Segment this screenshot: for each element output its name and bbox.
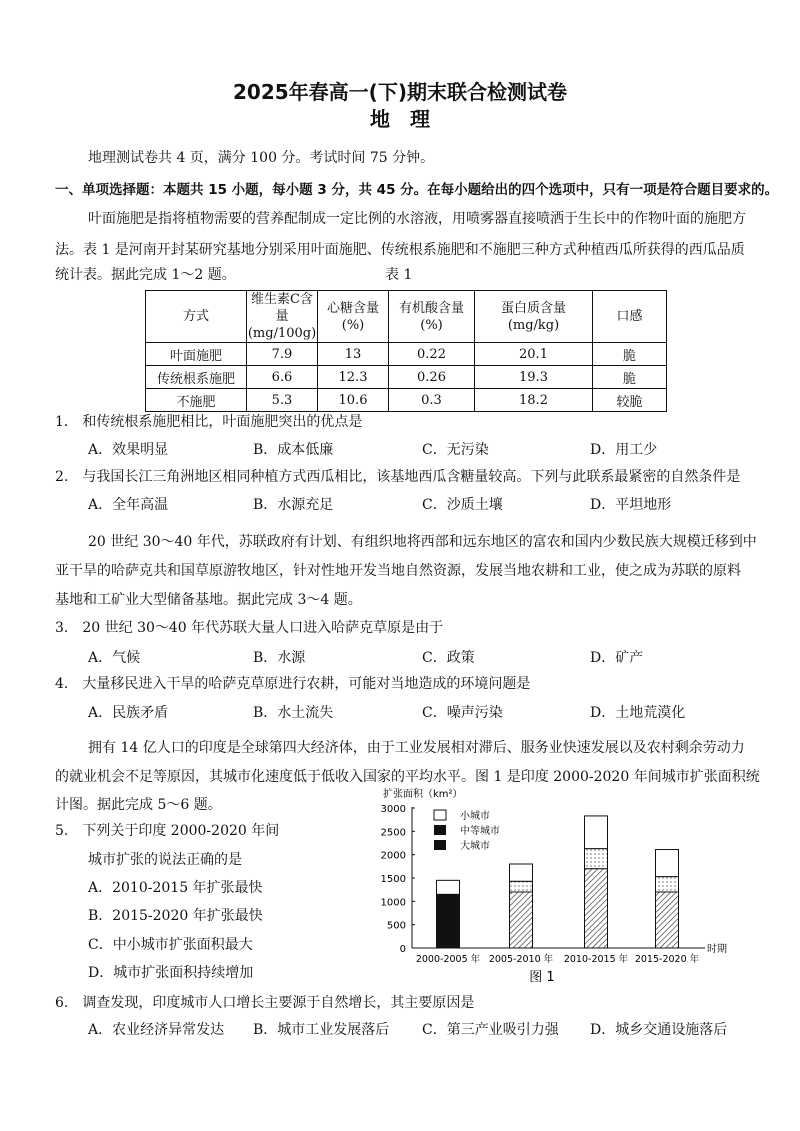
x-tick-label: 2015-2020 年	[634, 954, 700, 965]
bar-segment-large	[437, 894, 460, 948]
table-cell: 较脆	[593, 389, 667, 412]
question-2-stem: 2. 与我国长江三角洲地区相同种植方式西瓜相比，该基地西瓜含糖量较高。下列与此联系最紧密的自然条件是	[55, 469, 741, 485]
question-1-option-d: D．用工少	[590, 442, 658, 458]
legend-swatch-medium	[434, 825, 446, 835]
question-3-option-c: C．政策	[422, 650, 475, 666]
question-5-stem: 5. 下列关于印度 2000-2020 年间	[55, 823, 280, 839]
exam-intro: 地理测试卷共 4 页，满分 100 分。考试时间 75 分钟。	[88, 150, 435, 166]
bar-segment-medium	[585, 849, 608, 869]
table-header: 蛋白质含量 (mg/kg)	[475, 291, 593, 343]
legend-swatch-small	[434, 810, 446, 820]
question-5-option-d: D．城市扩张面积持续增加	[88, 965, 254, 981]
bar-segment-medium	[510, 881, 533, 892]
bar-segment-small	[437, 880, 460, 894]
table-cell: 不施肥	[146, 389, 247, 412]
legend-label: 小城市	[460, 811, 490, 822]
passage3-line: 计图。据此完成 5～6 题。	[55, 797, 222, 813]
table-header: 有机酸含量 (%)	[389, 291, 475, 343]
question-6-stem: 6. 调查发现，印度城市人口增长主要源于自然增长，其主要原因是	[55, 995, 475, 1011]
table-cell: 19.3	[475, 366, 593, 389]
chart-title: 图 1	[529, 970, 555, 985]
table1	[145, 290, 667, 412]
question-3-option-d: D．矿产	[590, 650, 644, 666]
table-header: 心糖含量 (%)	[318, 291, 389, 343]
table-cell: 脆	[593, 343, 667, 366]
x-tick-label: 2005-2010 年	[488, 954, 554, 965]
question-5-option-c: C．中小城市扩张面积最大	[88, 937, 253, 953]
table-row	[146, 343, 667, 366]
y-tick-label: 2000	[380, 850, 406, 862]
question-4-option-b: B．水土流失	[253, 705, 334, 721]
question-2-option-a: A．全年高温	[88, 497, 169, 513]
question-1-stem: 1. 和传统根系施肥相比，叶面施肥突出的优点是	[55, 414, 363, 430]
question-5-option-b: B．2015-2020 年扩张最快	[88, 908, 263, 924]
exam-title: 2025年春高一(下)期末联合检测试卷	[233, 80, 567, 104]
question-6-option-d: D．城乡交通设施落后	[590, 1022, 728, 1038]
question-3-stem: 3. 20 世纪 30～40 年代苏联大量人口进入哈萨克草原是由于	[55, 620, 444, 636]
question-4-stem: 4. 大量移民进入干旱的哈萨克草原进行农耕，可能对当地造成的环境问题是	[55, 676, 531, 692]
y-tick-label: 0	[399, 944, 406, 955]
passage1-line: 法。表 1 是河南开封某研究基地分别采用叶面施肥、传统根系施肥和不施肥三种方式种植西瓜所获得的西瓜品质	[55, 242, 745, 258]
table-caption: 表 1	[385, 267, 413, 283]
passage1-line: 统计表。据此完成 1～2 题。	[55, 267, 236, 283]
legend-swatch-large	[434, 840, 446, 850]
question-1-option-a: A．效果明显	[88, 442, 169, 458]
table-header-row	[146, 291, 667, 343]
y-tick-label: 2500	[380, 827, 406, 839]
question-4-option-a: A．民族矛盾	[88, 705, 169, 721]
table-cell: 叶面施肥	[146, 343, 247, 366]
bar-segment-small	[585, 816, 608, 849]
question-4-option-c: C．噪声污染	[422, 705, 503, 721]
table-cell: 5.3	[247, 389, 318, 412]
table-cell: 18.2	[475, 389, 593, 412]
table-cell: 6.6	[247, 366, 318, 389]
table-cell: 脆	[593, 366, 667, 389]
question-5-option-a: A．2010-2015 年扩张最快	[88, 880, 263, 896]
passage2-line: 亚干旱的哈萨克共和国草原游牧地区，针对性地开发当地自然资源，发展当地农耕和工业，使之成为苏联的原料	[55, 563, 741, 579]
legend	[434, 809, 500, 852]
table-cell: 13	[318, 343, 389, 366]
y-axis-label: 扩张面积（km²）	[383, 789, 463, 800]
question-1-option-b: B．成本低廉	[253, 442, 334, 458]
y-tick-label: 1000	[380, 897, 406, 909]
table-row	[146, 366, 667, 389]
table-header: 口感	[593, 291, 667, 343]
subject-title: 地 理	[370, 107, 430, 131]
x-tick-label: 2000-2005 年	[415, 954, 481, 965]
question-1-option-c: C．无污染	[422, 442, 489, 458]
bar-segment-small	[656, 850, 679, 877]
question-6-option-b: B．城市工业发展落后	[253, 1022, 390, 1038]
y-tick-label: 3000	[380, 804, 406, 815]
passage2-line: 基地和工矿业大型储备基地。据此完成 3～4 题。	[55, 592, 362, 608]
y-tick-label: 500	[386, 920, 406, 932]
table-cell: 0.26	[389, 366, 475, 389]
passage1-line: 叶面施肥是指将植物需要的营养配制成一定比例的水溶液，用喷雾器直接喷洒于生长中的作物叶面的施肥方	[88, 211, 746, 227]
table-cell: 10.6	[318, 389, 389, 412]
table-cell: 传统根系施肥	[146, 366, 247, 389]
table-header: 维生素C含量 (mg/100g)	[247, 292, 317, 341]
passage3-line: 的就业机会不足等原因，其城市化速度低于低收入国家的平均水平。图 1 是印度 2000-2020 年间城市扩张面积统	[55, 769, 760, 785]
section-heading: 一、单项选择题：本题共 15 小题，每小题 3 分，共 45 分。在每小题给出的四个选项中，只有一项是符合题目要求的。	[55, 182, 779, 198]
passage2-line: 20 世纪 30～40 年代，苏联政府有计划、有组织地将西部和远东地区的富农和国内少数民族大规模迁移到中	[88, 534, 757, 550]
table-cell: 0.22	[389, 343, 475, 366]
y-tick-label: 1500	[380, 874, 406, 885]
legend-label: 大城市	[460, 841, 490, 852]
x-tick-label: 2010-2015 年	[563, 954, 629, 965]
bar-segment-large	[585, 869, 608, 948]
table-cell: 0.3	[389, 389, 475, 412]
question-3-option-b: B．水源	[253, 650, 306, 666]
bar-segment-medium	[656, 877, 679, 892]
question-5-stem: 城市扩张的说法正确的是	[88, 852, 242, 868]
bar-segment-large	[656, 892, 679, 948]
question-2-option-d: D．平坦地形	[590, 497, 672, 513]
question-3-option-a: A．气候	[88, 650, 141, 666]
passage3-line: 拥有 14 亿人口的印度是全球第四大经济体，由于工业发展相对滞后、服务业快速发展以及农村剩余劳动力	[88, 740, 745, 756]
table-cell: 12.3	[318, 366, 389, 389]
question-4-option-d: D．土地荒漠化	[590, 705, 686, 721]
question-2-option-c: C．沙质土壤	[422, 497, 503, 513]
question-6-option-a: A．农业经济异常发达	[88, 1022, 225, 1038]
question-2-option-b: B．水源充足	[253, 497, 334, 513]
x-axis-label: 时期	[707, 944, 727, 955]
figure1-chart	[370, 785, 750, 990]
table-cell: 20.1	[475, 343, 593, 366]
bar-segment-large	[510, 892, 533, 948]
legend-label: 中等城市	[460, 826, 500, 837]
question-6-option-c: C．第三产业吸引力强	[422, 1022, 559, 1038]
table-cell: 7.9	[247, 343, 318, 366]
table-header: 方式	[146, 291, 247, 343]
table-row	[146, 389, 667, 412]
bar-segment-small	[510, 864, 533, 881]
